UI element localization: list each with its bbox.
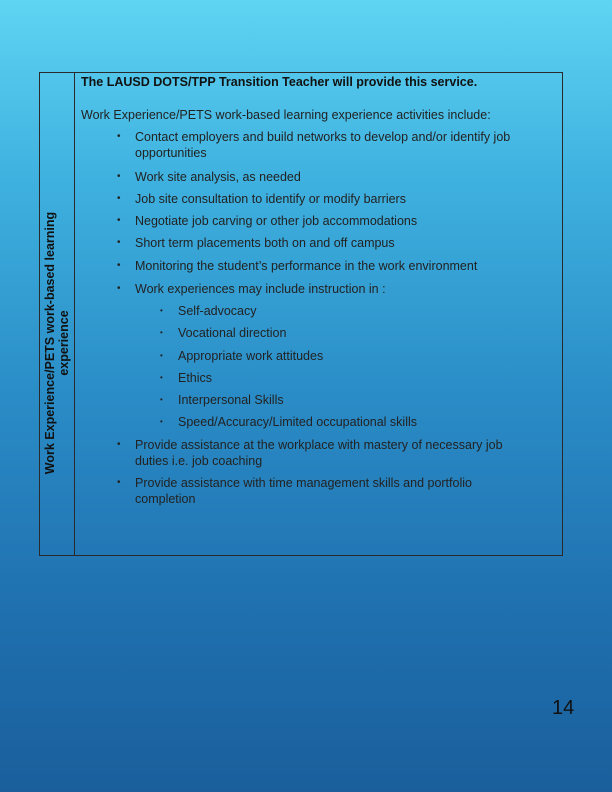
service-heading: The LAUSD DOTS/TPP Transition Teacher will provide this service. [81, 75, 478, 89]
bullet-icon: • [160, 373, 163, 382]
service-table [39, 72, 563, 556]
sub-list-item: • Appropriate work attitudes [160, 349, 324, 363]
side-header-cell [40, 73, 75, 555]
bullet-icon: • [117, 439, 121, 450]
list-item: • Negotiate job carving or other job accommodations [117, 214, 418, 228]
bullet-icon: • [160, 351, 163, 360]
list-item: • Monitoring the student’s performance in the work environment [117, 259, 478, 273]
side-label: Work Experience/PETS work-based learning experience [43, 211, 71, 475]
bullet-icon: • [117, 171, 121, 182]
activities-intro: Work Experience/PETS work-based learning experience activities include: [81, 108, 491, 122]
bullet-icon: • [160, 306, 163, 315]
bullet-icon: • [117, 477, 121, 488]
bullet-icon: • [160, 328, 163, 337]
list-item: • Contact employers and build networks to develop and/or identify job opportunities [117, 130, 511, 160]
sub-list-item: • Vocational direction [160, 326, 287, 340]
bullet-icon: • [117, 260, 121, 271]
list-item: • Job site consultation to identify or modify barriers [117, 192, 406, 206]
page-number: 14 [552, 697, 575, 719]
bullet-icon: • [160, 395, 163, 404]
bullet-icon: • [117, 193, 121, 204]
sub-list-item: • Ethics [160, 371, 213, 385]
list-item: • Work experiences may include instruction in : [117, 282, 386, 296]
bullet-icon: • [117, 215, 121, 226]
list-item: • Provide assistance at the workplace with mastery of necessary job duties i.e. job coaching [117, 438, 503, 468]
sub-list-item: • Speed/Accuracy/Limited occupational skills [160, 415, 418, 429]
list-item: • Short term placements both on and off campus [117, 236, 395, 250]
bullet-icon: • [117, 237, 121, 248]
bullet-icon: • [160, 417, 163, 426]
list-item: • Provide assistance with time management skills and portfolio completion [117, 476, 472, 506]
bullet-icon: • [117, 131, 121, 142]
bullet-icon: • [117, 283, 121, 294]
sub-list-item: • Interpersonal Skills [160, 393, 284, 407]
list-item: • Work site analysis, as needed [117, 170, 301, 184]
sub-list-item: • Self-advocacy [160, 304, 257, 318]
